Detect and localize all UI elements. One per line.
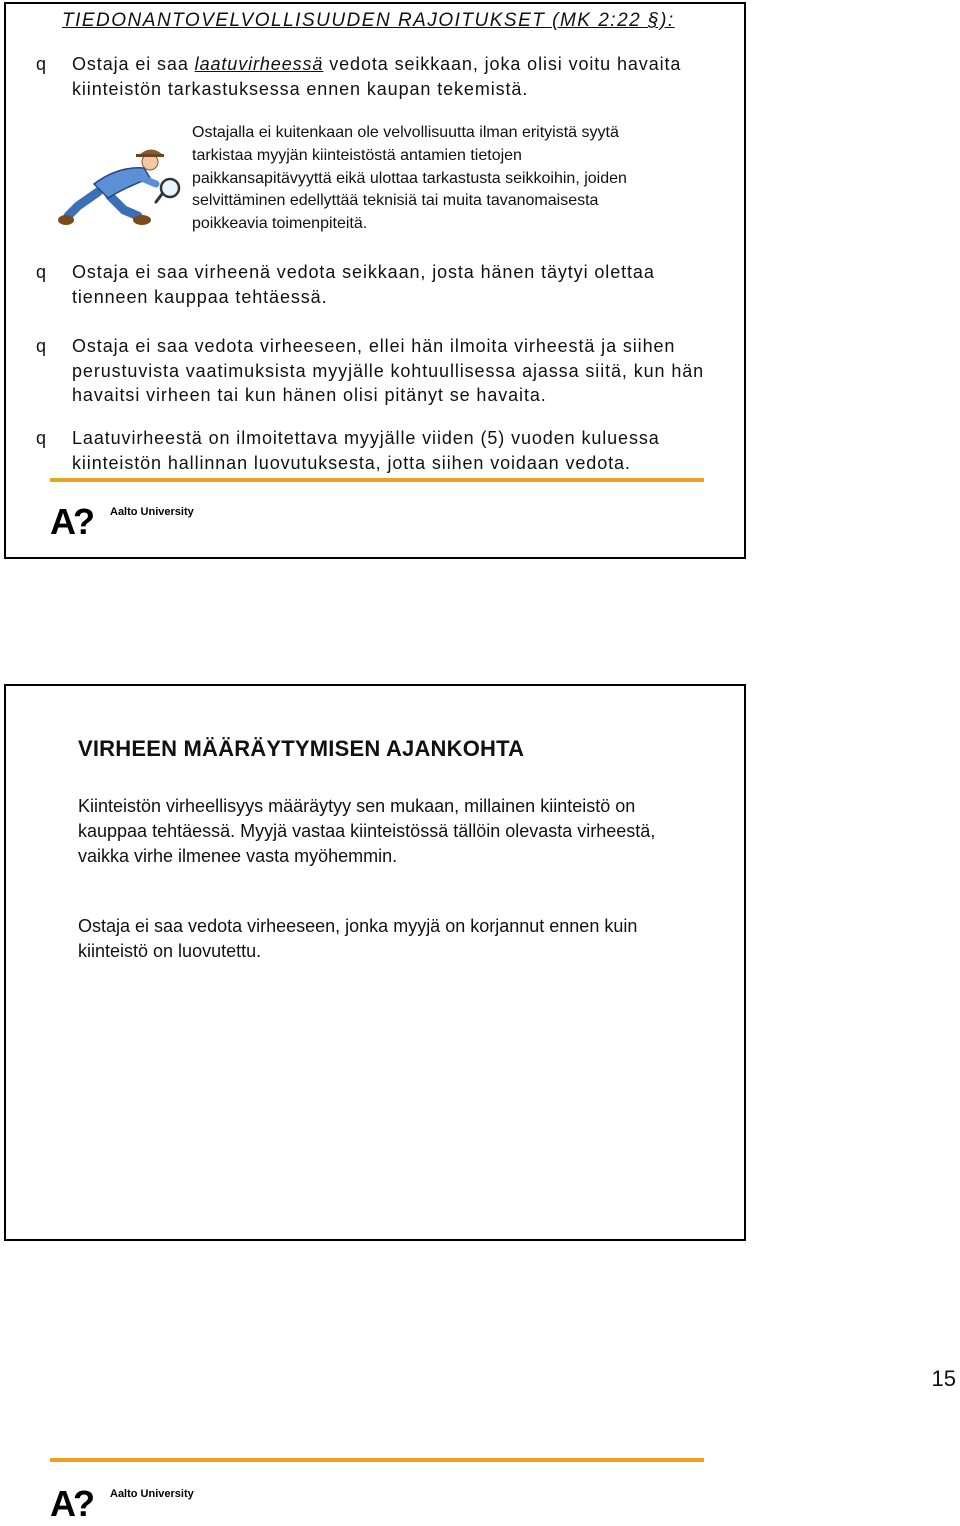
slide-tiedonantovelvollisuus: [4, 2, 746, 559]
bullet-text-emphasis: laatuvirheessä: [194, 54, 324, 74]
slide-virheen-maaraytyminen: [4, 684, 746, 1524]
accent-divider: [50, 478, 704, 482]
slide-title: TIEDONANTOVELVOLLISUUDEN RAJOITUKSET (MK 2:22 §):: [62, 10, 675, 31]
slide-title: VIRHEEN MÄÄRÄYTYMISEN AJANKOHTA: [78, 736, 525, 761]
aalto-logo-name: Aalto University: [110, 506, 194, 518]
bullet-item-3: [36, 334, 726, 408]
aalto-logo: [50, 1483, 200, 1526]
bullet-text-post: vedota seikkaan, joka olisi voitu havaita kiinteistön tarkastuksessa ennen kaupan tekemistä.: [72, 54, 682, 99]
paragraph-1: Kiinteistön virheellisyys määräytyy sen mukaan, millainen kiinteistö on kauppaa tehtäessä. Myyjä vastaa kiinteistössä tällöin olevasta virheestä, vaikka virhe ilmenee vasta myöhemmin.: [78, 796, 656, 866]
detective-magnifier-icon: [58, 144, 188, 234]
accent-divider: [50, 1458, 704, 1462]
bullet-item-2: [36, 260, 726, 309]
bullet-text: Ostaja ei saa vedota virheeseen, ellei hän ilmoita virheestä ja siihen perustuvista vaatimuksista myyjälle kohtuullisessa ajassa siitä, kun hän havaitsi virheen tai kun hänen olisi pitänyt se havaita.: [72, 336, 705, 405]
bullet-item-4: [36, 426, 726, 475]
bullet-item-1: [36, 52, 726, 101]
note-text: Ostajalla ei kuitenkaan ole velvollisuutta ilman erityistä syytä tarkistaa myyjän kiinteistöstä antamien tietojen paikkansapitävyyttä eikä ulottaa tarkastusta seikkoihin, joiden selvittäminen edellyttää teknisiä tai muita tavanomaisesta poikkeavia toimenpiteitä.: [192, 124, 627, 233]
bullet-marker: q: [36, 54, 47, 74]
bullet-text: Ostaja ei saa virheenä vedota seikkaan, josta hänen täytyi olettaa tienneen kauppaa tehtäessä.: [72, 262, 655, 307]
bullet-text-pre: Ostaja ei saa: [72, 54, 195, 74]
bullet-marker: q: [36, 262, 47, 282]
aalto-logo: [50, 501, 200, 544]
bullet-text: Laatuvirheestä on ilmoitettava myyjälle viiden (5) vuoden kuluessa kiinteistön hallinnan luovutuksesta, jotta siihen voidaan vedota.: [72, 428, 660, 473]
bullet-marker: q: [36, 336, 47, 356]
page-number: 15: [931, 1366, 956, 1391]
aalto-logo-name: Aalto University: [110, 1488, 194, 1500]
bullet-marker: q: [36, 428, 47, 448]
aalto-logo-mark: A?: [50, 501, 92, 542]
bullet-text: [72, 52, 726, 101]
aalto-logo-mark: A?: [50, 1483, 92, 1524]
paragraph-2: Ostaja ei saa vedota virheeseen, jonka myyjä on korjannut ennen kuin kiinteistö on luovutettu.: [78, 916, 638, 961]
